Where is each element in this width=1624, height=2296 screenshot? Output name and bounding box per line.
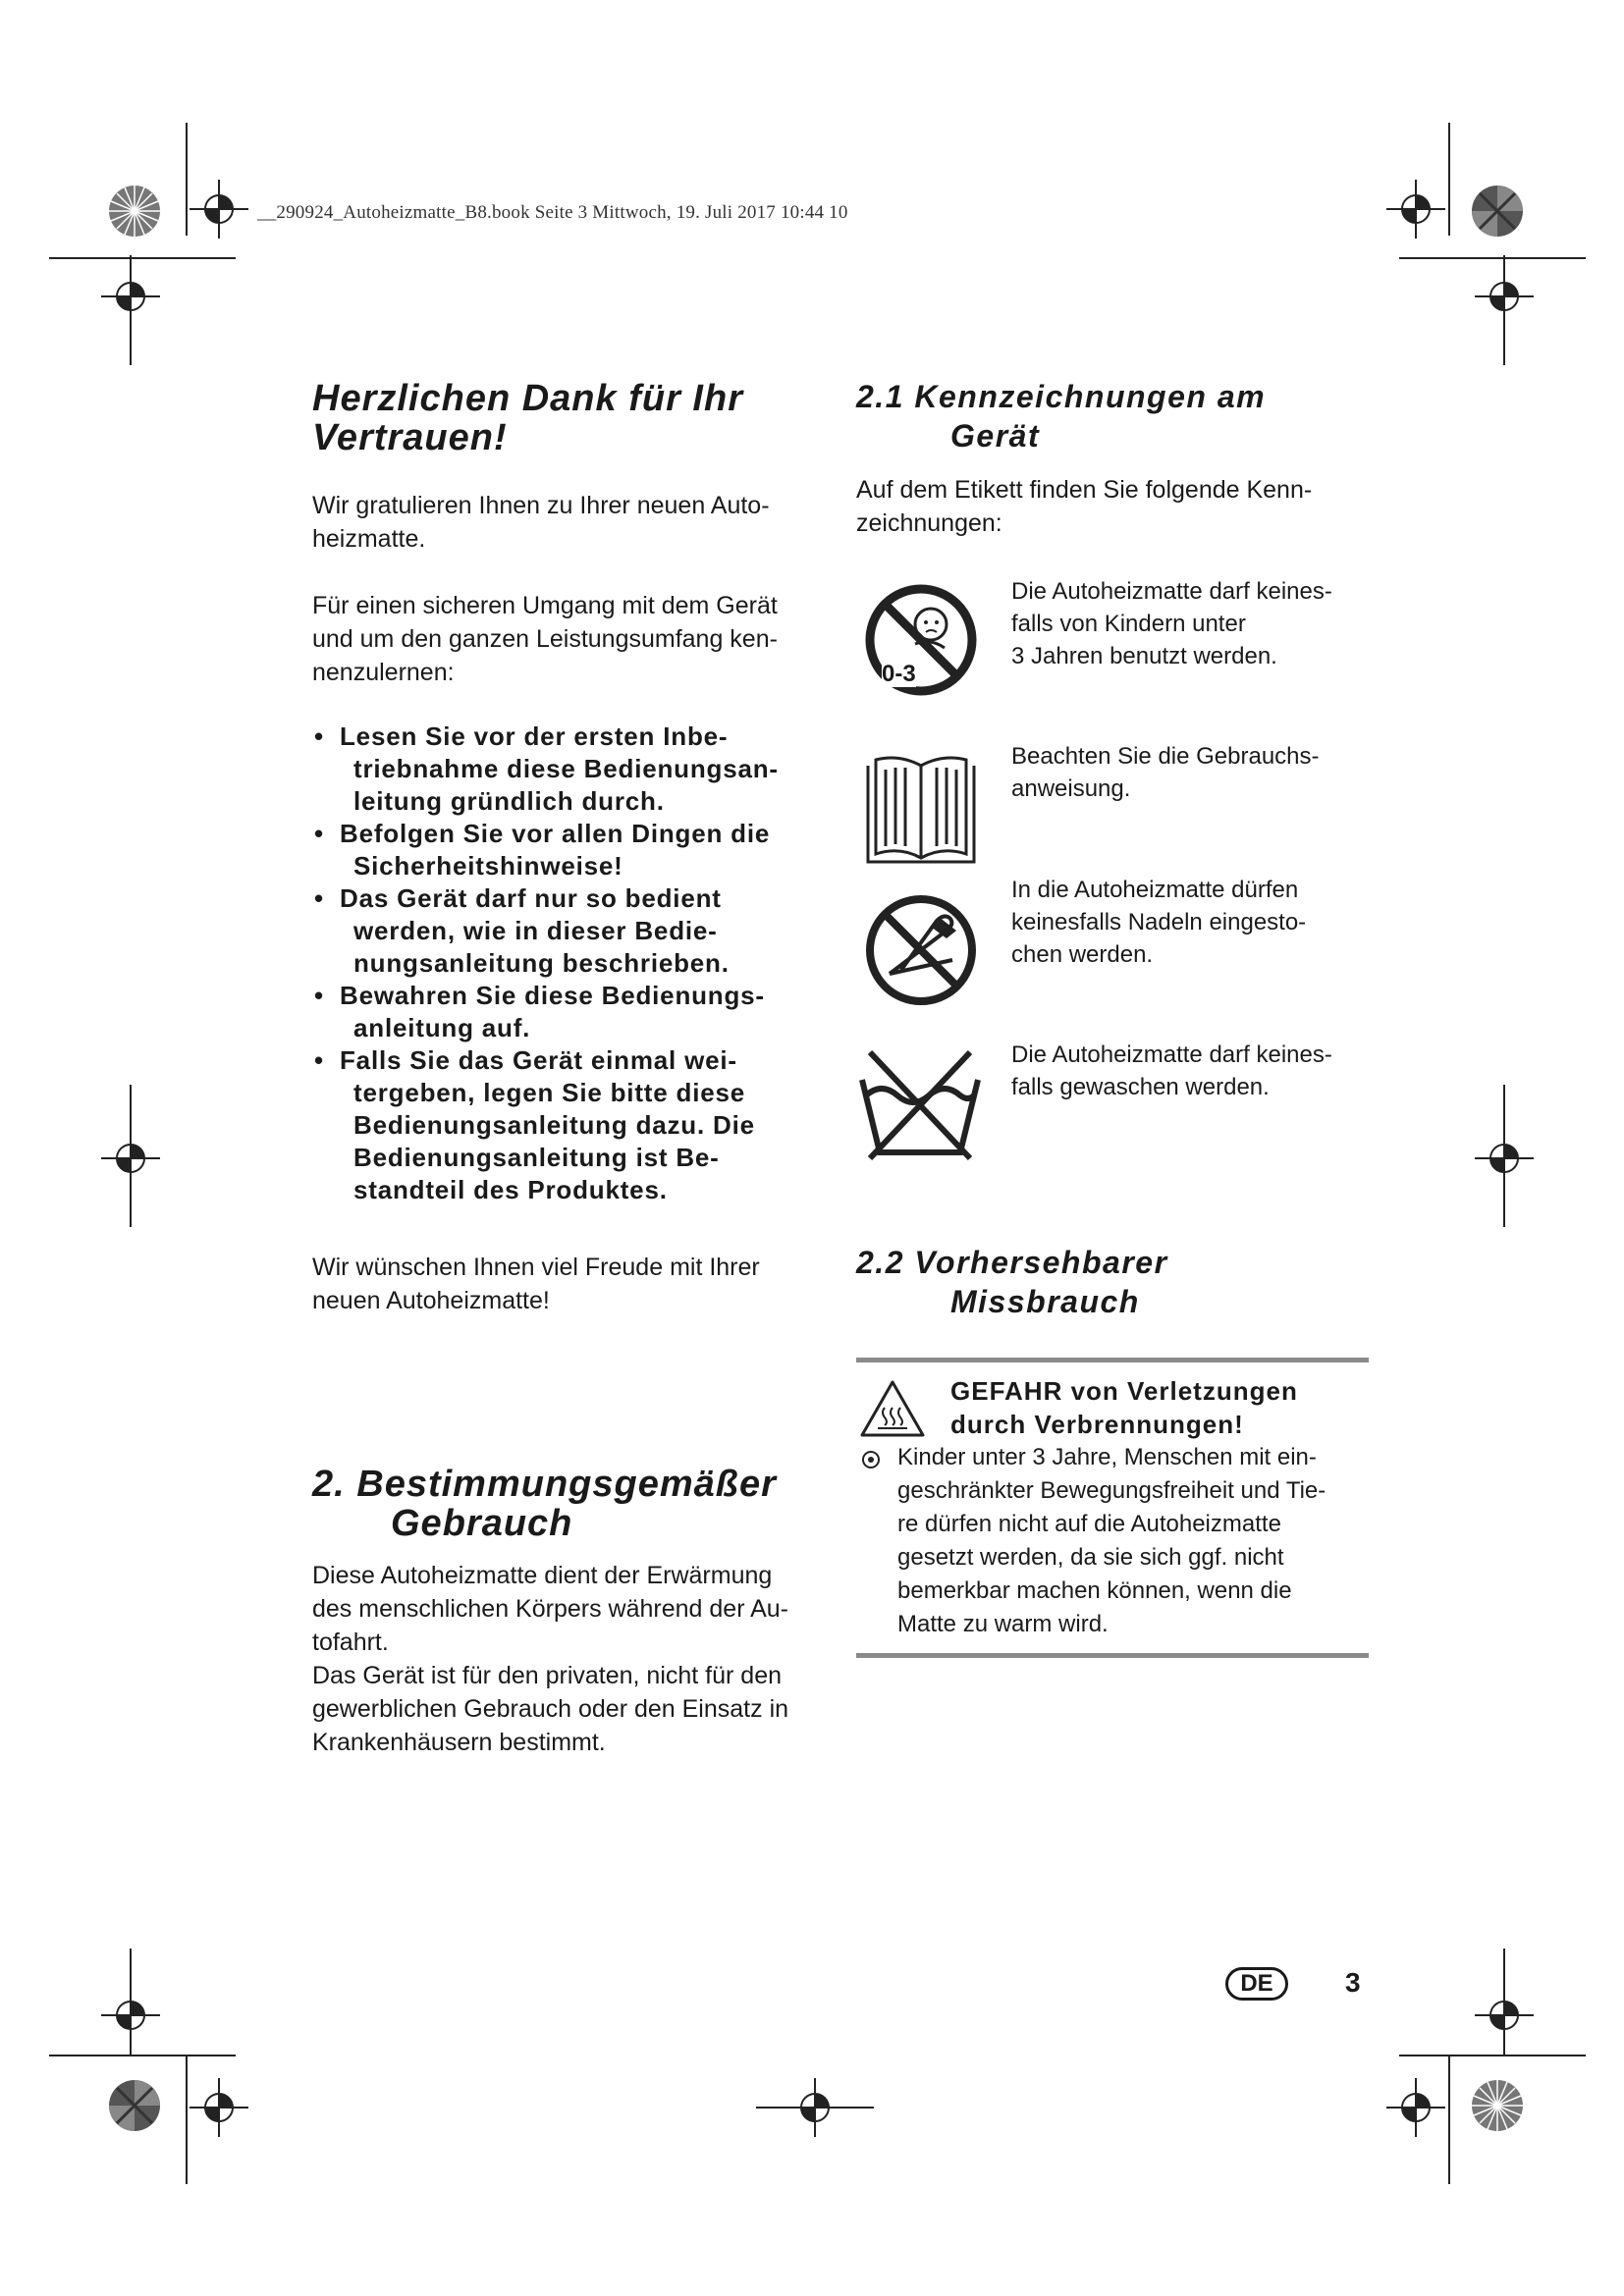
heading-foreseeable-misuse-line-1: 2.2 Vorhersehbarer: [856, 1245, 1168, 1280]
warning-item-line: re dürfen nicht auf die Autoheizmatte: [897, 1511, 1281, 1537]
symbol-text-no-pins: [1011, 874, 1384, 971]
print-header: __290924_Autoheizmatte_B8.book Seite 3 Mittwoch, 19. Juli 2017 10:44 10: [257, 202, 848, 223]
heading-device-markings: [856, 377, 1377, 455]
label-intro-line-2: zeichnungen:: [856, 509, 1002, 537]
symbol-text-line: keinesfalls Nadeln eingesto-: [1011, 909, 1307, 935]
heading-thanks-line-2: Vertrauen!: [312, 417, 508, 458]
list-item: [312, 721, 842, 818]
warning-item-line: bemerkbar machen können, wenn die: [897, 1577, 1292, 1604]
symbol-text-no-children: [1011, 575, 1384, 672]
color-target-bottom-right: [1470, 2078, 1525, 2133]
do-not-wash-icon: [856, 1044, 984, 1166]
list-item-line: Bedienungsanleitung ist Be-: [353, 1143, 720, 1172]
list-item-line: Sicherheitshinweise!: [353, 851, 623, 881]
symbol-text-line: 3 Jahren benutzt werden.: [1011, 643, 1277, 669]
closing-line-2: neuen Autoheizmatte!: [312, 1287, 550, 1314]
list-item-line: Bedienungsanleitung dazu. Die: [353, 1110, 755, 1140]
usage-line-4: Das Gerät ist für den privaten, nicht für den: [312, 1662, 783, 1689]
closing-line-1: Wir wünschen Ihnen viel Freude mit Ihrer: [312, 1254, 760, 1281]
intro-line-1: Wir gratulieren Ihnen zu Ihrer neuen Auto-: [312, 492, 770, 519]
list-item-line: • Lesen Sie vor der ersten Inbe-: [340, 721, 729, 751]
heading-thanks-line-1: Herzlichen Dank für Ihr: [312, 378, 743, 419]
color-target-top-right: [1470, 184, 1525, 239]
symbol-text-line: anweisung.: [1011, 775, 1131, 802]
heading-foreseeable-misuse-line-2: Missbrauch: [950, 1284, 1140, 1319]
warning-item-line: gesetzt werden, da sie sich ggf. nicht: [897, 1544, 1284, 1571]
closing-paragraph: [312, 1251, 823, 1317]
heading-intended-use: [312, 1465, 862, 1543]
circle-dot-icon: [860, 1449, 882, 1470]
intro-paragraph: [312, 489, 823, 556]
list-item-line: anleitung auf.: [353, 1013, 531, 1042]
no-children-icon: [862, 581, 980, 699]
label-intro-line-1: Auf dem Etikett finden Sie folgende Kenn-: [856, 476, 1313, 504]
registration-mark-top-left: [189, 180, 248, 239]
color-target-top-left: [107, 184, 162, 239]
label-intro: [856, 473, 1377, 540]
warning-item-line: Matte zu warm wird.: [897, 1611, 1109, 1637]
heading-intended-use-line-1: 2. Bestimmungsgemäßer: [312, 1464, 777, 1505]
intro-line-2: heizmatte.: [312, 525, 426, 553]
warning-item: [897, 1441, 1379, 1641]
language-badge: DE: [1225, 1967, 1288, 2001]
symbol-text-line: chen werden.: [1011, 941, 1154, 968]
usage-paragraph: [312, 1559, 842, 1759]
registration-mark-upper-left: [101, 267, 160, 326]
list-item-line: • Befolgen Sie vor allen Dingen die: [340, 819, 771, 848]
warning-title: [950, 1374, 1363, 1441]
symbol-text-line: Die Autoheizmatte darf keines-: [1011, 1041, 1332, 1068]
symbol-text-manual: [1011, 740, 1384, 805]
safety-paragraph: [312, 589, 823, 689]
heading-device-markings-line-2: Gerät: [950, 418, 1041, 454]
warning-title-line-1: GEFAHR von Verletzungen: [950, 1376, 1298, 1406]
list-item-line: triebnahme diese Bedienungsan-: [353, 754, 779, 783]
list-item: [312, 980, 842, 1044]
symbol-text-no-wash: [1011, 1039, 1384, 1103]
list-item: [312, 1044, 842, 1206]
heading-device-markings-line-1: 2.1 Kennzeichnungen am: [856, 379, 1267, 414]
age-badge: 0-3: [882, 661, 916, 687]
list-item-line: werden, wie in dieser Bedie-: [353, 916, 718, 945]
list-item-line: • Das Gerät darf nur so bedient: [340, 883, 722, 913]
symbol-text-line: Die Autoheizmatte darf keines-: [1011, 578, 1332, 605]
warning-title-line-2: durch Verbrennungen!: [950, 1410, 1244, 1439]
hot-surface-warning-icon: [858, 1378, 927, 1439]
list-item-line: leitung gründlich durch.: [353, 786, 665, 816]
heading-intended-use-line-2: Gebrauch: [391, 1503, 573, 1544]
heading-thanks: [312, 379, 823, 457]
list-item-line: nungsanleitung beschrieben.: [353, 948, 730, 978]
symbol-text-line: Beachten Sie die Gebrauchs-: [1011, 743, 1320, 770]
registration-mark-lower-right: [1475, 1986, 1534, 2045]
safety-line-2: und um den ganzen Leistungsumfang ken-: [312, 625, 778, 653]
page-number: 3: [1345, 1967, 1361, 1998]
safety-line-3: nenzulernen:: [312, 659, 455, 686]
registration-mark-bottom-center: [756, 2078, 874, 2137]
symbol-text-line: falls gewaschen werden.: [1011, 1074, 1270, 1100]
instruction-list: [312, 721, 842, 1206]
safety-line-1: Für einen sicheren Umgang mit dem Gerät: [312, 592, 778, 619]
symbol-text-line: falls von Kindern unter: [1011, 611, 1246, 637]
registration-mark-bottom-right: [1386, 2078, 1445, 2137]
usage-line-5: gewerblichen Gebrauch oder den Einsatz in: [312, 1695, 789, 1723]
usage-line-1: Diese Autoheizmatte dient der Erwärmung: [312, 1562, 773, 1589]
list-item-line: standteil des Produktes.: [353, 1175, 668, 1204]
list-item-line: • Falls Sie das Gerät einmal wei-: [340, 1045, 737, 1075]
registration-mark-upper-right: [1475, 267, 1534, 326]
symbol-text-line: In die Autoheizmatte dürfen: [1011, 877, 1299, 903]
list-item: [312, 818, 842, 882]
no-pins-icon: [862, 891, 980, 1009]
color-target-bottom-left: [107, 2078, 162, 2133]
list-item-line: tergeben, legen Sie bitte diese: [353, 1078, 746, 1107]
warning-item-line: Kinder unter 3 Jahre, Menschen mit ein-: [897, 1444, 1317, 1470]
list-item-line: • Bewahren Sie diese Bedienungs-: [340, 981, 765, 1010]
list-item: [312, 882, 842, 980]
registration-mark-bottom-left: [189, 2078, 248, 2137]
registration-mark-mid-right: [1475, 1129, 1534, 1188]
registration-mark-lower-left: [101, 1986, 160, 2045]
warning-item-line: geschränkter Bewegungsfreiheit und Tie-: [897, 1477, 1326, 1504]
usage-line-3: tofahrt.: [312, 1629, 389, 1656]
usage-line-6: Krankenhäusern bestimmt.: [312, 1729, 606, 1756]
registration-mark-top-right: [1386, 180, 1445, 239]
manual-book-icon: [860, 750, 982, 872]
heading-foreseeable-misuse: [856, 1243, 1377, 1321]
registration-mark-mid-left: [101, 1129, 160, 1188]
usage-line-2: des menschlichen Körpers während der Au-: [312, 1595, 788, 1623]
